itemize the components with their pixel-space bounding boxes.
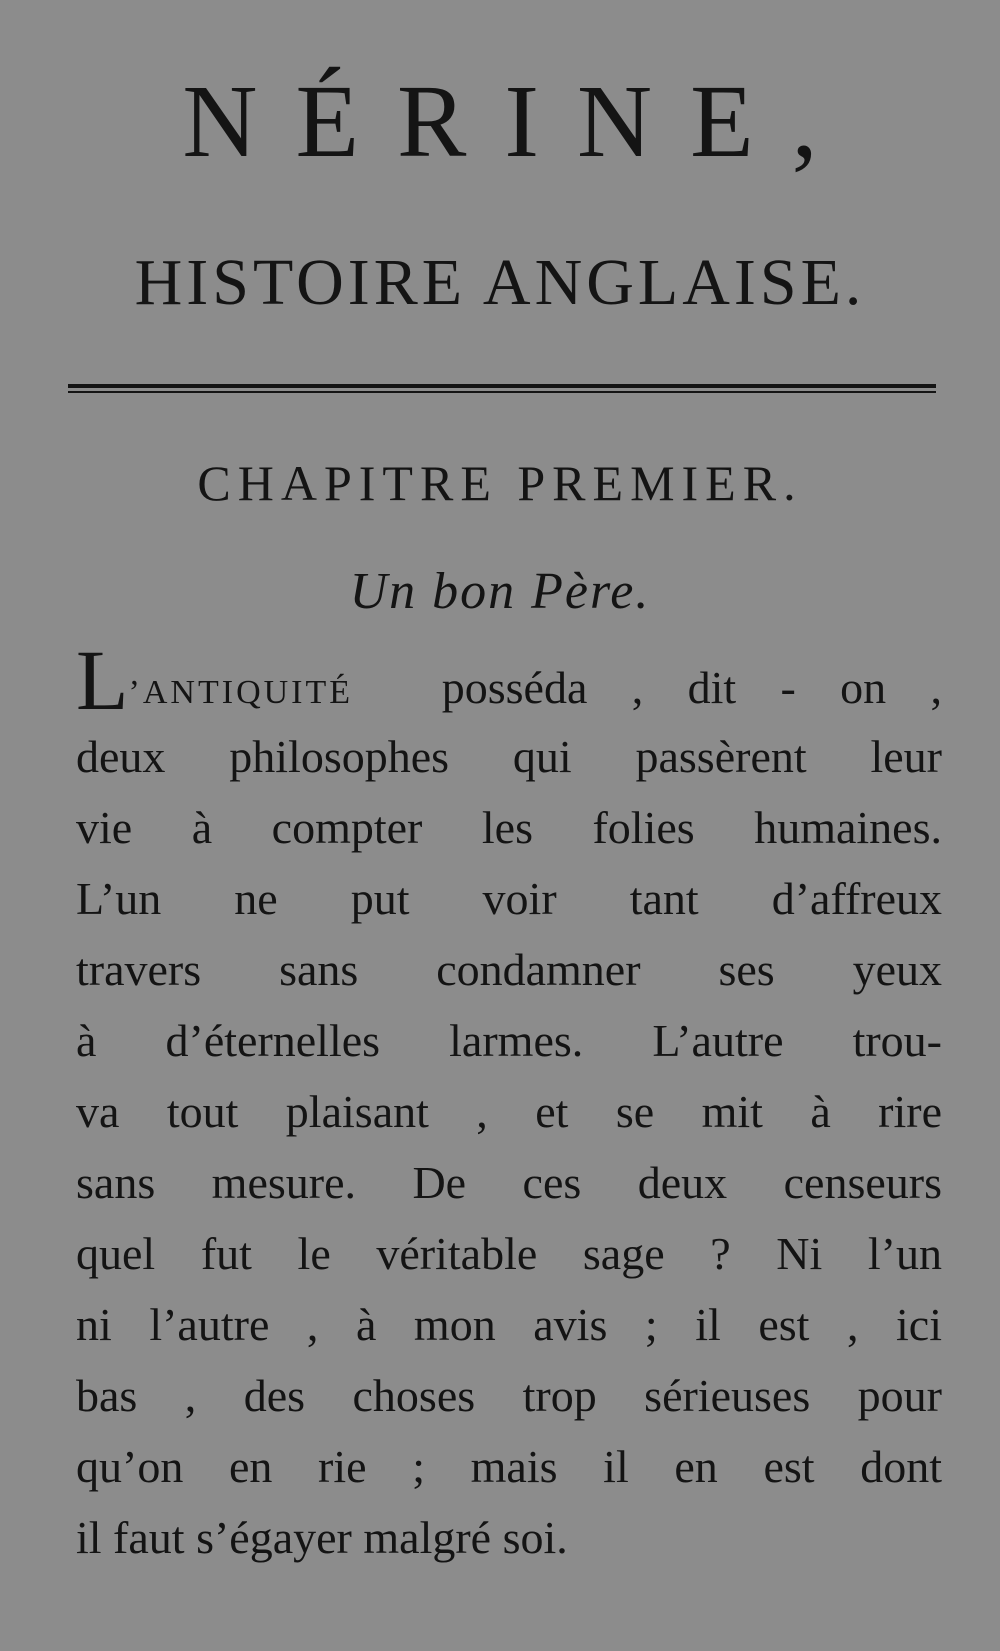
text-line: sans mesure. De ces deux censeurs xyxy=(76,1157,942,1208)
text-line: ni l’autre , à mon avis ; il est , ici xyxy=(76,1299,942,1350)
text-line: il faut s’égayer malgré soi. xyxy=(76,1512,568,1563)
small-caps-word: ’ANTIQUITÉ xyxy=(128,674,354,711)
first-line-text: posséda , dit - on , xyxy=(441,662,942,713)
rule-thin-line xyxy=(68,391,936,393)
text-line: vie à compter les folies humaines. xyxy=(76,802,942,853)
text-line: quel fut le véritable sage ? Ni l’un xyxy=(76,1228,942,1279)
text-line: bas , des choses trop sérieuses pour xyxy=(76,1370,942,1421)
body-paragraph xyxy=(76,650,942,1573)
text-line: deux philosophes qui passèrent leur xyxy=(76,731,942,782)
page-subtitle: HISTOIRE ANGLAISE. xyxy=(134,246,866,319)
text-line: à d’éternelles larmes. L’autre trou- xyxy=(76,1015,942,1066)
text-line: L’un ne put voir tant d’affreux xyxy=(76,873,942,924)
text-line: va tout plaisant , et se mit à rire xyxy=(76,1086,942,1137)
chapter-heading: CHAPITRE PREMIER. xyxy=(197,455,803,511)
text-line: travers sans condamner ses yeux xyxy=(76,944,942,995)
text-line-1 xyxy=(76,650,942,721)
drop-cap: L xyxy=(76,650,129,721)
rule-thick-line xyxy=(68,384,936,388)
page-title: NÉRINE, xyxy=(182,64,856,179)
double-rule-divider xyxy=(68,384,936,396)
text-line: qu’on en rie ; mais il en est dont xyxy=(76,1441,942,1492)
chapter-subheading: Un bon Père. xyxy=(349,563,651,620)
